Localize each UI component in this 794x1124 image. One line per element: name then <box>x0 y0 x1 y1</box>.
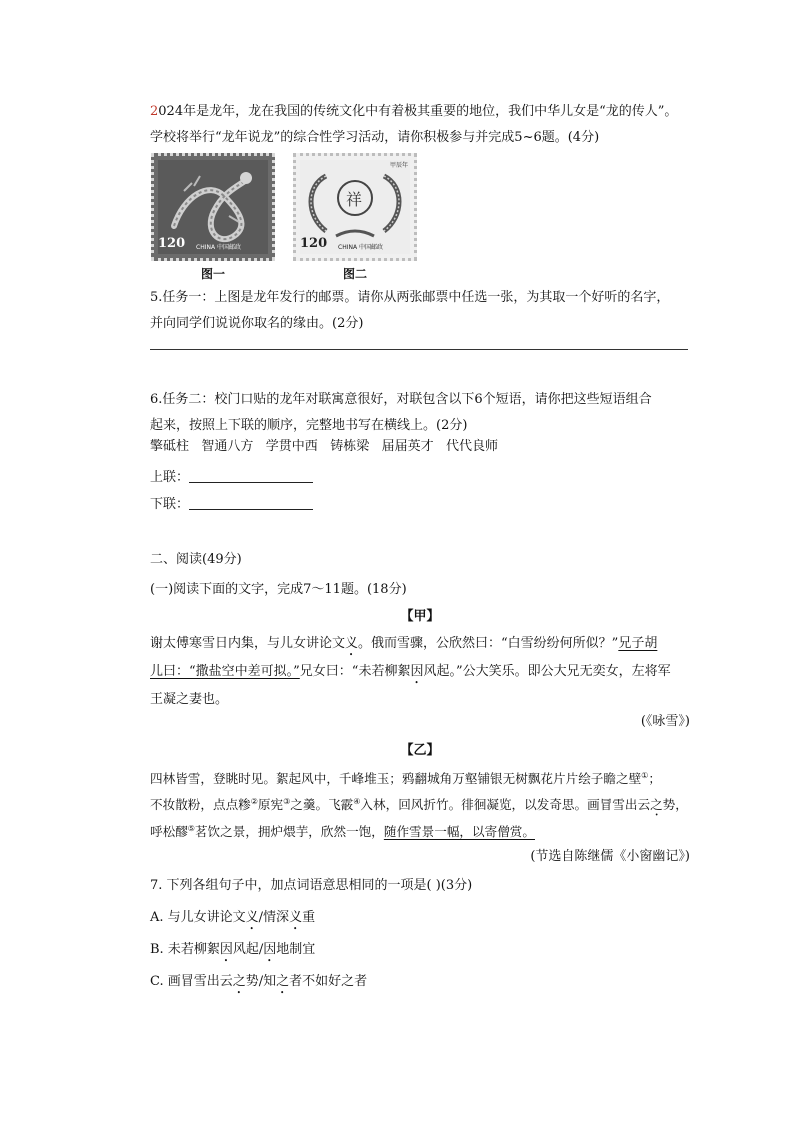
q6-upper-answer-line[interactable] <box>189 468 313 483</box>
q6-line2: 起来，按照上下联的顺序，完整地书写在横线上。(2分) <box>150 418 468 433</box>
q7-c-post: 者不如好之者 <box>289 974 368 989</box>
jia-line1-a: 谢太傅寒雪日内集，与儿女讲论文 <box>150 636 346 651</box>
q6-upper-couplet <box>150 465 690 491</box>
yi-line1: 四林皆雪，登眺时见。絮起风中，千峰堆玉；鸦翻城角万壑铺银无树飘花片片绘子瞻之壁 <box>150 771 642 786</box>
q5-line1: 5.任务一：上图是龙年发行的邮票。请你从两张邮票中任选一张，为其取一个好听的名字， <box>150 290 670 305</box>
q7-a-pre: A. 与儿女讲论文 <box>150 910 246 925</box>
q6-phrases: 擎砥柱 智通八方 学贯中西 铸栋梁 届届英才 代代良师 <box>150 439 498 454</box>
yi-line2-a: 不妆散粉，点点糁 <box>150 797 251 812</box>
q7-b-post: 地制宜 <box>276 942 316 957</box>
section-2-title: 二、阅读(49分) <box>150 552 242 567</box>
stamp1-denomination: 120 <box>158 236 186 251</box>
q7-option-a[interactable] <box>150 905 690 933</box>
yi-note-1: ① <box>641 770 649 780</box>
yi-line2-c: 之羹。飞霰 <box>290 797 354 812</box>
yi-dotted-zhi: 之 <box>650 797 663 812</box>
intro-lead-digit: 2 <box>150 104 159 119</box>
jia-line3: 王凝之妻也。 <box>150 692 229 707</box>
stamp2-caption: 图二 <box>342 267 367 281</box>
q7-a-dot2: 义 <box>289 910 303 925</box>
q6-lower-label: 下联： <box>150 497 190 512</box>
question-6 <box>150 387 690 439</box>
yi-line3-a: 呼松醪 <box>150 824 188 839</box>
jia-line2-a: 兄女曰：“未若柳絮 <box>299 664 411 679</box>
stamp2-year-mark: 甲辰年 <box>390 162 409 169</box>
question-7-stem: 7. 下列各组句子中，加点词语意思相同的一项是( )(3分) <box>150 878 473 893</box>
jia-dotted-yi: 义 <box>345 636 359 651</box>
stamp-image-2 <box>293 153 417 261</box>
passage-yi-header: 【乙】 <box>400 743 440 758</box>
stamp2-seal-char: 祥 <box>346 190 363 209</box>
q7-a-dot1: 义 <box>245 910 259 925</box>
q7-b-dot2: 因 <box>263 942 277 957</box>
q7-b-mid: 风起/ <box>232 942 264 957</box>
jia-line2-b: 风起。”公大笑乐。即公大兄无奕女，左将军 <box>423 664 671 679</box>
stamp1-country: CHINA 中国邮政 <box>196 244 241 251</box>
yi-line2-e: 势， <box>662 797 688 812</box>
intro-paragraph <box>150 99 690 151</box>
section-2-subtitle: (一)阅读下面的文字，完成7～11题。(18分) <box>150 582 407 597</box>
passage-yi <box>150 766 690 845</box>
jia-underlined-2: 儿曰：“撒盐空中差可拟。” <box>150 664 300 679</box>
q7-option-c[interactable] <box>150 969 690 997</box>
q7-c-dot1: 之 <box>232 974 246 989</box>
yi-line3-b: 茗饮之景，拥炉煨芋，欣然一饱， <box>194 824 384 839</box>
q6-line1: 6.任务二：校门口贴的龙年对联寓意很好，对联包含以下6个短语，请你把这些短语组合 <box>150 392 652 407</box>
q7-a-mid: /情深 <box>258 910 290 925</box>
passage-jia <box>150 631 690 713</box>
passage-yi-source: (节选自陈继儒《小窗幽记》) <box>530 849 690 864</box>
jia-dotted-yin: 因 <box>410 664 424 679</box>
yi-note-4: ④ <box>353 796 361 806</box>
yi-underlined: 随作雪景一幅，以寄僧赏。 <box>383 824 535 839</box>
yi-note-2: ② <box>250 796 258 806</box>
q7-a-post: 重 <box>302 910 316 925</box>
passage-jia-header: 【甲】 <box>400 609 440 624</box>
intro-line2: 学校将举行“龙年说龙”的综合性学习活动，请你积极参与并完成5~6题。(4分) <box>150 130 600 145</box>
stamp-image-1 <box>151 153 275 261</box>
question-5 <box>150 285 690 337</box>
yi-line1-end: ； <box>648 771 661 786</box>
passage-jia-source: (《咏雪》) <box>640 714 690 729</box>
yi-note-3: ③ <box>283 796 291 806</box>
jia-underlined-1: 兄子胡 <box>618 636 658 651</box>
yi-line2-b: 原宪 <box>257 797 284 812</box>
q6-upper-label: 上联： <box>150 470 190 485</box>
stamp2-denomination: 120 <box>300 236 328 251</box>
q7-b-dot1: 因 <box>219 942 233 957</box>
stamp2-country: CHINA 中国邮政 <box>338 244 383 251</box>
yi-line2-d: 入林，回风折竹。徘徊凝览，以发奇思。画冒雪出云 <box>360 797 651 812</box>
q6-lower-couplet <box>150 492 690 518</box>
q7-c-pre: C. 画冒雪出云 <box>150 974 233 989</box>
intro-line1: 024年是龙年，龙在我国的传统文化中有着极其重要的地位，我们中华儿女是“龙的传人”。 <box>158 104 678 119</box>
yi-note-5: ⑤ <box>187 823 195 833</box>
q6-lower-answer-line[interactable] <box>189 495 313 510</box>
q7-b-pre: B. 未若柳絮 <box>150 942 220 957</box>
stamp1-caption: 图一 <box>200 267 225 281</box>
q7-c-mid: 势/知 <box>245 974 277 989</box>
q7-c-dot2: 之 <box>276 974 290 989</box>
jia-line1-b: 。俄而雪骤，公欣然曰：“白雪纷纷何所似？” <box>358 636 619 651</box>
q7-option-b[interactable] <box>150 937 690 965</box>
q5-answer-line[interactable] <box>150 349 688 350</box>
q5-line2: 并向同学们说说你取名的缘由。(2分) <box>150 316 364 331</box>
